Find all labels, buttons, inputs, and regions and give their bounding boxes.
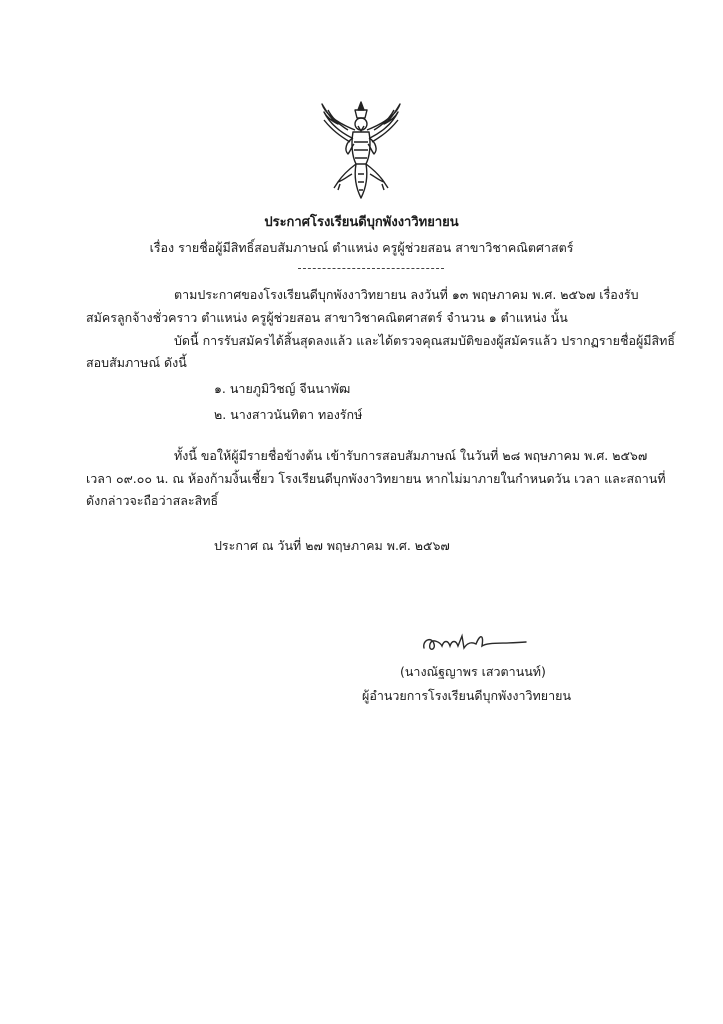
paragraph-3-line-1: ทั้งนี้ ขอให้ผู้มีรายชื่อข้างต้น เข้ารับการสอบสัมภาษณ์ ในวันที่ ๒๘ พฤษภาคม พ.ศ. ๒๕๖๗ — [174, 448, 648, 463]
paragraph-3-line-2: เวลา ๐๙.๐๐ น. ณ ห้องก้ามงิ้นเชี้ยว โรงเรียนดีบุกพังงาวิทยายน หากไม่มาภายในกำหนดวัน เวลา และสถานที่ — [86, 471, 666, 486]
document-title: ประกาศโรงเรียนดีบุกพังงาวิทยายน — [264, 215, 459, 230]
paragraph-1-line-1: ตามประกาศของโรงเรียนดีบุกพังงาวิทยายน ลงวันที่ ๑๓ พฤษภาคม พ.ศ. ๒๕๖๗ เรื่องรับ — [174, 287, 639, 302]
handwritten-signature — [418, 628, 538, 656]
garuda-emblem-icon — [318, 98, 404, 202]
candidate-name: ๒. นางสาวนันทิตา ทองรักษ์ — [214, 407, 363, 422]
document-subject: เรื่อง รายชื่อผู้มีสิทธิ์สอบสัมภาษณ์ ตำแหน่ง ครูผู้ช่วยสอน สาขาวิชาคณิตศาสตร์ — [149, 240, 574, 255]
signatory-name: (นางณัฐญาพร เสวตานนท์) — [400, 664, 546, 679]
signatory-position: ผู้อำนวยการโรงเรียนดีบุกพังงาวิทยายน — [362, 688, 571, 703]
paragraph-2-line-2: สอบสัมภาษณ์ ดังนี้ — [86, 355, 187, 370]
announcement-date: ประกาศ ณ วันที่ ๒๗ พฤษภาคม พ.ศ. ๒๕๖๗ — [214, 538, 450, 553]
paragraph-1-line-2: สมัครลูกจ้างชั่วคราว ตำแหน่ง ครูผู้ช่วยสอน สาขาวิชาคณิตศาสตร์ จำนวน ๑ ตำแหน่ง นั้น — [86, 310, 568, 325]
paragraph-3-line-3: ดังกล่าวจะถือว่าสละสิทธิ์ — [86, 493, 219, 508]
divider — [298, 268, 444, 269]
candidate-name: ๑. นายภูมิวิชญ์ จีนนาพัฒ — [214, 381, 351, 396]
paragraph-2-line-1: บัดนี้ การรับสมัครได้สิ้นสุดลงแล้ว และได้ตรวจคุณสมบัติของผู้สมัครแล้ว ปรากฏรายชื่อผู้มีสิทธิ์ — [174, 333, 676, 348]
